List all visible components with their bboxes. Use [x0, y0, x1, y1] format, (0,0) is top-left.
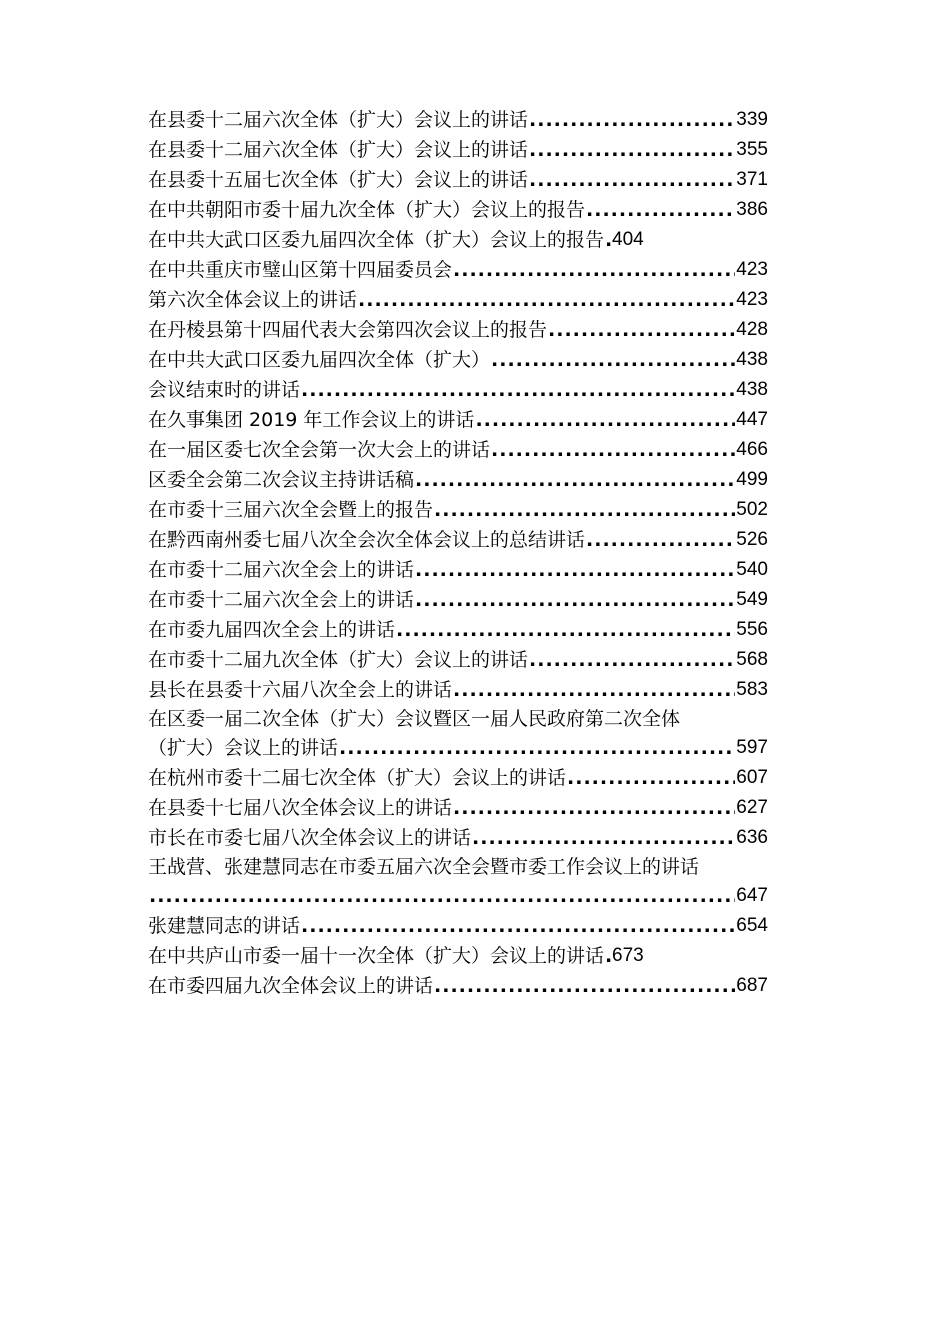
- toc-entry-title: 在中共大武口区委九届四次全体（扩大）: [148, 349, 491, 371]
- toc-entry-title: 在县委十七届八次全体会议上的讲话: [148, 797, 453, 819]
- toc-entry-title: 王战营、张建慧同志在市委五届六次全会暨市委工作会议上的讲话: [148, 856, 700, 878]
- toc-entry: [148, 315, 768, 345]
- dot-leader: [301, 911, 735, 941]
- toc-entry: [148, 435, 768, 465]
- toc-entry: [148, 793, 768, 823]
- toc-entry: [148, 555, 768, 585]
- dot-leader: [548, 315, 735, 345]
- toc-entry: [148, 763, 768, 793]
- toc-entry: [148, 345, 768, 375]
- toc-entry: [148, 465, 768, 495]
- toc-entry: [148, 941, 768, 971]
- toc-entry-title: 在县委十五届七次全体（扩大）会议上的讲话: [148, 169, 529, 191]
- toc-entry-page: 687: [736, 975, 768, 996]
- toc-entry: [148, 525, 768, 555]
- dot-leader: [415, 585, 735, 615]
- dot-leader: [491, 435, 735, 465]
- toc-entry: [148, 823, 768, 853]
- toc-entry-title: 在中共庐山市委一届十一次全体（扩大）会议上的讲话: [148, 945, 605, 967]
- toc-entry-page: 339: [736, 109, 768, 130]
- dot-leader: [475, 405, 735, 435]
- toc-entry: [148, 971, 768, 1001]
- toc-entry: [148, 165, 768, 195]
- toc-entry: [148, 225, 768, 255]
- toc-entry-title: 在一届区委七次全会第一次大会上的讲话: [148, 439, 491, 461]
- toc-entry-title: 在市委四届九次全体会议上的讲话: [148, 975, 434, 997]
- dot-leader: [453, 255, 735, 285]
- toc-entry: [148, 645, 768, 675]
- toc-entry-page: 466: [736, 439, 768, 460]
- toc-entry: [148, 675, 768, 705]
- dot-leader: [453, 793, 735, 823]
- toc-entry-page: 607: [736, 767, 768, 788]
- toc-entry-continuation: [148, 733, 768, 763]
- toc-entry-title: 市长在市委七届八次全体会议上的讲话: [148, 827, 472, 849]
- toc-entry-title: 在县委十二届六次全体（扩大）会议上的讲话: [148, 109, 529, 131]
- dot-leader: [567, 763, 735, 793]
- toc-entry-page: 568: [736, 649, 768, 670]
- dot-leader: [453, 675, 735, 705]
- toc-entry-title-continued: （扩大）会议上的讲话: [148, 737, 339, 759]
- toc-entry-title: 在中共大武口区委九届四次全体（扩大）会议上的报告: [148, 229, 605, 251]
- toc-entry-page: 654: [736, 915, 768, 936]
- toc-entry-title: 在久事集团 2019 年工作会议上的讲话: [148, 409, 475, 431]
- toc-entry-page: 428: [736, 319, 768, 340]
- dot-leader: [396, 615, 735, 645]
- toc-entry-page: 597: [736, 737, 768, 758]
- toc-entry-page: 636: [736, 827, 768, 848]
- toc-entry-title: 在市委十二届六次全会上的讲话: [148, 589, 415, 611]
- toc-entry-title: 在丹棱县第十四届代表大会第四次会议上的报告: [148, 319, 548, 341]
- toc-entry-page: 423: [736, 259, 768, 280]
- toc-entry: [148, 255, 768, 285]
- toc-entry: [148, 135, 768, 165]
- toc-entry-page: 423: [736, 289, 768, 310]
- toc-entry-page: 583: [736, 679, 768, 700]
- dot-leader: [529, 135, 735, 165]
- toc-entry-page: 673: [612, 945, 644, 966]
- toc-entry-page: 540: [736, 559, 768, 580]
- toc-entry-title: 县长在县委十六届八次全会上的讲话: [148, 679, 453, 701]
- toc-entry-title: 在中共朝阳市委十届九次全体（扩大）会议上的报告: [148, 199, 586, 221]
- toc-entry-page: 499: [736, 469, 768, 490]
- toc-entry-wrapped: [148, 705, 768, 763]
- dot-leader: [529, 105, 735, 135]
- dot-leader: [586, 195, 735, 225]
- dot-leader: [605, 941, 611, 971]
- toc-entry: [148, 615, 768, 645]
- dot-leader: [434, 971, 735, 1001]
- toc-entry-title: 张建慧同志的讲话: [148, 915, 301, 937]
- toc-entry-title: 在杭州市委十二届七次全体（扩大）会议上的讲话: [148, 767, 567, 789]
- toc-entry-page: 647: [736, 885, 768, 906]
- toc-entry-page: 556: [736, 619, 768, 640]
- toc-entry-wrapped: [148, 853, 768, 911]
- toc-entry-page: 627: [736, 797, 768, 818]
- toc-entry-page: 404: [612, 229, 644, 250]
- dot-leader: [301, 375, 735, 405]
- dot-leader: [586, 525, 735, 555]
- dot-leader: [415, 555, 735, 585]
- dot-leader: [491, 345, 735, 375]
- dot-leader: [339, 733, 735, 763]
- dot-leader: [358, 285, 735, 315]
- toc-entry: [148, 585, 768, 615]
- dot-leader: [149, 881, 735, 911]
- dot-leader: [529, 645, 735, 675]
- toc-entry-continuation: [148, 881, 768, 911]
- toc-entry-title: 会议结束时的讲话: [148, 379, 301, 401]
- toc-entry: [148, 405, 768, 435]
- toc-entry: [148, 495, 768, 525]
- toc-entry-page: 438: [736, 349, 768, 370]
- toc-entry-title: 在区委一届二次全体（扩大）会议暨区一届人民政府第二次全体: [148, 708, 681, 730]
- dot-leader: [434, 495, 735, 525]
- dot-leader: [472, 823, 735, 853]
- toc-entry-title: 在市委九届四次全会上的讲话: [148, 619, 396, 641]
- toc-entry-title: 第六次全体会议上的讲话: [148, 289, 358, 311]
- toc-entry-page: 526: [736, 529, 768, 550]
- toc-entry-title: 在中共重庆市璧山区第十四届委员会: [148, 259, 453, 281]
- toc-entry-title: 在市委十二届六次全会上的讲话: [148, 559, 415, 581]
- toc-entry: [148, 285, 768, 315]
- toc-entry: [148, 195, 768, 225]
- toc-entry: [148, 911, 768, 941]
- toc-entry-title: 区委全会第二次会议主持讲话稿: [148, 469, 415, 491]
- toc-entry-page: 355: [736, 139, 768, 160]
- dot-leader: [529, 165, 735, 195]
- toc-entry: [148, 105, 768, 135]
- toc-entry-page: 438: [736, 379, 768, 400]
- toc-entry-title: 在市委十三届六次全会暨上的报告: [148, 499, 434, 521]
- toc-entry-page: 386: [736, 199, 768, 220]
- toc-entry-title: 在黔西南州委七届八次全会次全体会议上的总结讲话: [148, 529, 586, 551]
- toc-entry-page: 549: [736, 589, 768, 610]
- toc-entry-page: 502: [736, 499, 768, 520]
- toc-entry-title: 在市委十二届九次全体（扩大）会议上的讲话: [148, 649, 529, 671]
- dot-leader: [415, 465, 735, 495]
- table-of-contents: [148, 105, 848, 1001]
- toc-entry: [148, 375, 768, 405]
- dot-leader: [605, 225, 611, 255]
- toc-entry-title: 在县委十二届六次全体（扩大）会议上的讲话: [148, 139, 529, 161]
- toc-entry-page: 447: [736, 409, 768, 430]
- toc-entry-page: 371: [736, 169, 768, 190]
